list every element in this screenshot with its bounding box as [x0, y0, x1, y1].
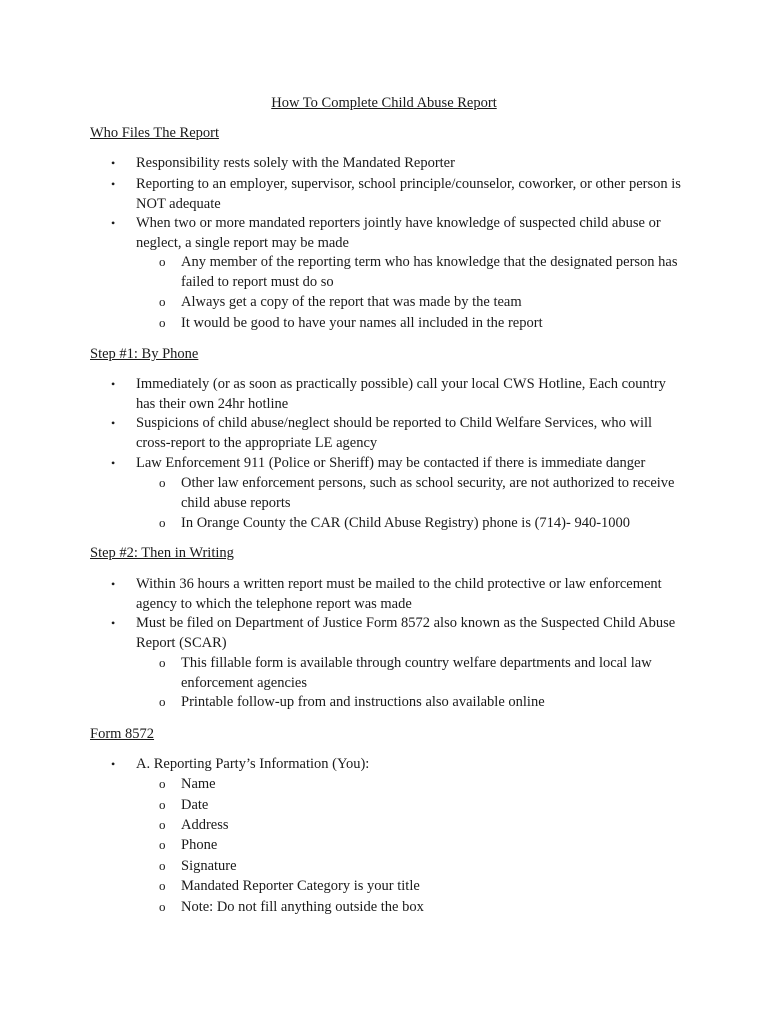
- list-item: • Within 36 hours a written report must be mailed to the child protective or law enforcement agency to which the telephone report was made: [111, 576, 662, 612]
- sub-bullet-icon: o: [159, 315, 166, 330]
- list-item: • Law Enforcement 911 (Police or Sheriff) may be contacted if there is immediate danger: [111, 455, 646, 471]
- bullet-icon: •: [111, 456, 116, 470]
- list-item: • Responsibility rests solely with the Mandated Reporter: [111, 155, 455, 171]
- sub-list-item: o Always get a copy of the report that was made by the team: [159, 294, 522, 310]
- sub-list-item: o Address: [159, 817, 229, 833]
- sub-list-item: o Date: [159, 797, 209, 813]
- document-title: How To Complete Child Abuse Report: [271, 95, 497, 111]
- sub-list-item: o Mandated Reporter Category is your title: [159, 878, 420, 894]
- list-item: • When two or more mandated reporters jointly have knowledge of suspected child abuse or neglect, a single report may be made: [111, 215, 661, 251]
- sub-list-item: o Printable follow-up from and instructions also available online: [159, 694, 545, 710]
- sub-list-item: o Name: [159, 776, 216, 792]
- section-heading-form-8572: Form 8572: [90, 726, 155, 742]
- sub-list-item: o Signature: [159, 858, 237, 874]
- sub-list-item: o Other law enforcement persons, such as school security, are not authorized to receive child abuse reports: [159, 475, 675, 511]
- sub-bullet-icon: o: [159, 858, 166, 873]
- sub-bullet-icon: o: [159, 515, 166, 530]
- section-heading-step-1: Step #1: By Phone: [90, 346, 199, 362]
- bullet-icon: •: [111, 216, 116, 230]
- list-item: • A. Reporting Party’s Information (You):: [111, 756, 370, 772]
- sub-list-item: o It would be good to have your names all included in the report: [159, 315, 543, 331]
- bullet-icon: •: [111, 156, 116, 170]
- sub-bullet-icon: o: [159, 655, 166, 670]
- sub-list-item: o This fillable form is available through country welfare departments and local law enforcement agencies: [159, 655, 652, 691]
- bullet-icon: •: [111, 577, 116, 591]
- sub-list-item: o In Orange County the CAR (Child Abuse Registry) phone is (714)- 940-1000: [159, 515, 631, 531]
- sub-list-item: o Any member of the reporting term who has knowledge that the designated person has failed to report must do so: [159, 254, 678, 290]
- sub-bullet-icon: o: [159, 776, 166, 791]
- sub-bullet-icon: o: [159, 254, 166, 269]
- bullet-icon: •: [111, 177, 116, 191]
- bullet-icon: •: [111, 757, 116, 771]
- bullet-icon: •: [111, 416, 116, 430]
- bullet-icon: •: [111, 616, 116, 630]
- list-item: • Immediately (or as soon as practically possible) call your local CWS Hotline, Each country has their own 24hr hotline: [111, 376, 666, 412]
- sub-bullet-icon: o: [159, 797, 166, 812]
- sub-bullet-icon: o: [159, 899, 166, 914]
- sub-list-item: o Note: Do not fill anything outside the box: [159, 899, 424, 915]
- list-item: • Suspicions of child abuse/neglect should be reported to Child Welfare Services, who will cross-report to the appropriate LE agency: [111, 415, 653, 451]
- bullet-icon: •: [111, 377, 116, 391]
- list-item: • Must be filed on Department of Justice Form 8572 also known as the Suspected Child Abuse Report (SCAR): [111, 615, 676, 651]
- list-item: • Reporting to an employer, supervisor, school principle/counselor, coworker, or other person is NOT adequate: [111, 176, 681, 212]
- sub-bullet-icon: o: [159, 878, 166, 893]
- sub-list-item: o Phone: [159, 837, 218, 853]
- sub-bullet-icon: o: [159, 475, 166, 490]
- section-heading-who-files: Who Files The Report: [90, 125, 220, 141]
- sub-bullet-icon: o: [159, 294, 166, 309]
- sub-bullet-icon: o: [159, 817, 166, 832]
- sub-bullet-icon: o: [159, 837, 166, 852]
- section-heading-step-2: Step #2: Then in Writing: [90, 545, 234, 561]
- sub-bullet-icon: o: [159, 694, 166, 709]
